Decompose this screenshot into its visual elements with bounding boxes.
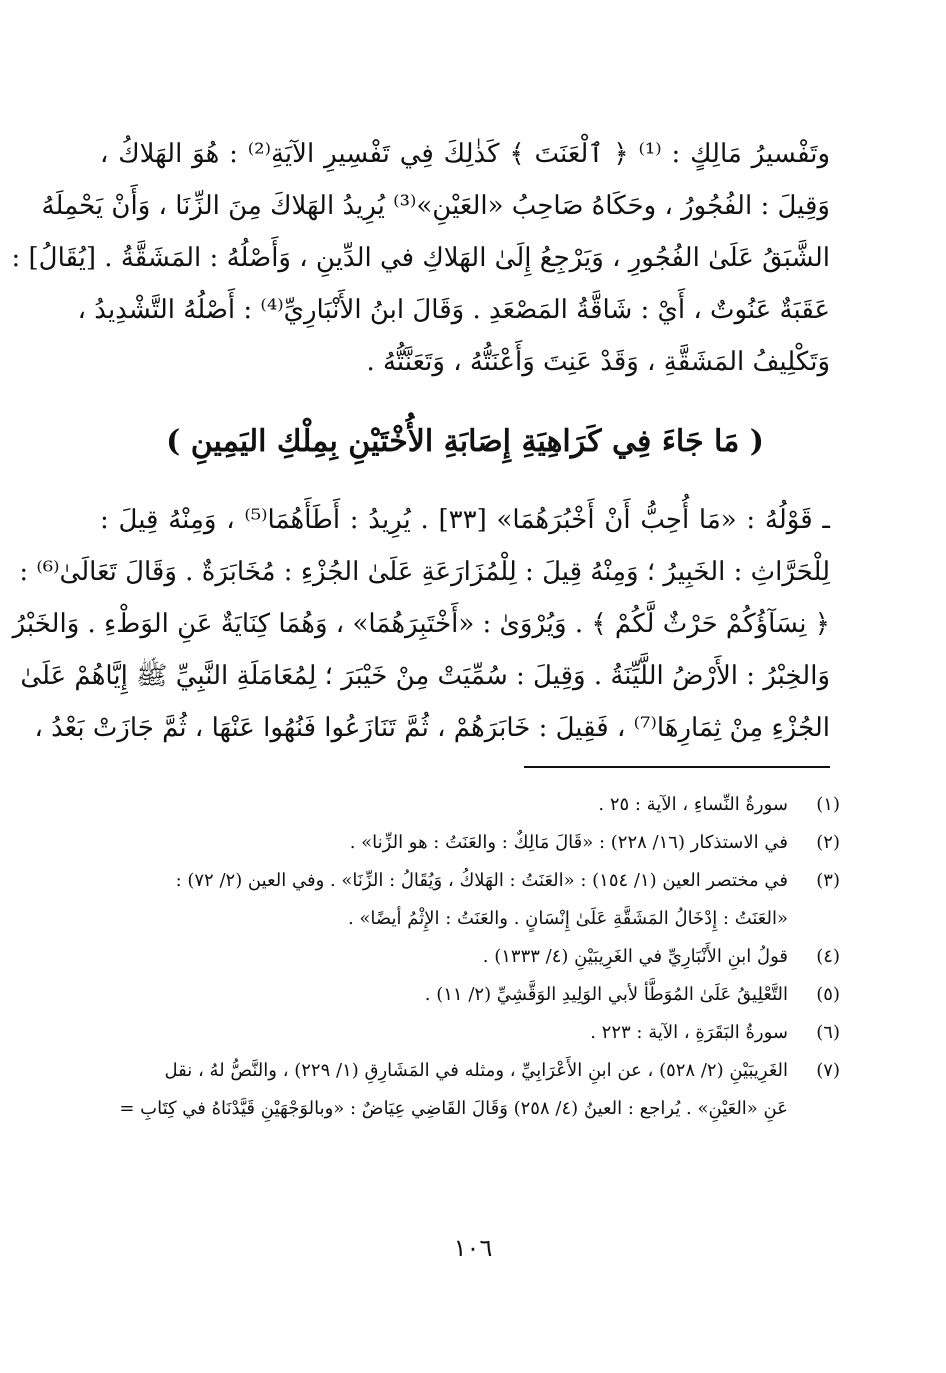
footnote-text: سورةُ النِّساءِ ، الآية : ٢٥ . xyxy=(598,794,788,815)
footnote-text: التَّعْلِيقُ عَلَىٰ المُوَطَّأ لأبي الوَلِيدِ الوَقَّشِيِّ (٢/ ١١) . xyxy=(424,984,788,1005)
footnote-5 xyxy=(100,976,840,1014)
footnote-1 xyxy=(100,786,840,824)
footnote-number: (٦) xyxy=(816,1022,840,1043)
footnote-4 xyxy=(100,938,840,976)
footnote-text: في مختصر العين (١/ ١٥٤) : «العَنَتُ : الهَلاكُ ، وَيُقَالُ : الزِّنَا» . وفي العين (٢/ ٧٢) : xyxy=(175,870,788,891)
text-line: وتَفْسيرُ مَالِكٍ : ⁽¹⁾ ﴿ ٱلْعَنَتَ ﴾ كَذٰلِكَ فِي تَفْسِيرِ الآيَةِ⁽²⁾ : هُوَ الهَلاكُ ، xyxy=(100,139,831,169)
footnote-3 xyxy=(100,862,840,938)
footnote-number: (١) xyxy=(816,794,840,815)
footnote-number: (٣) xyxy=(816,870,840,891)
page-number: ١٠٦ xyxy=(453,1234,493,1262)
text-line: وَالخِبْرُ : الأَرْضُ اللَّيِّنَةُ . وَقِيلَ : سُمِّيَتْ مِنْ خَيْبَرَ ؛ لِمُعَامَلَةِ النَّبِيِّ ﷺ إِيَّاهُمْ عَلَىٰ xyxy=(20,661,830,691)
commentary-paragraph xyxy=(11,128,831,388)
footnote-text: الغَرِيبَيْنِ (٢/ ٥٢٨) ، عن ابنِ الأَعْرَابِيِّ ، ومثله في المَشَارِقِ (١/ ٢٢٩) ، والنَّصُّ لهُ ، نقل xyxy=(164,1060,788,1081)
footnote-2 xyxy=(100,824,840,862)
footnote-text: عَنِ «العَيْنِ» . يُراجع : العينُ (٤/ ٢٥٨) وَقَالَ القَاضِي عِيَاضٌ : «وبالوَجْهَيْنِ قَيَّدْنَاهُ في كِتَابِ = xyxy=(119,1098,788,1119)
footnote-separator xyxy=(524,766,830,768)
footnotes xyxy=(100,786,840,1128)
footnote-7 xyxy=(100,1052,840,1128)
text-line: عَقَبَةٌ عَنُوتٌ ، أَيْ : شَاقَّةُ المَصْعَدِ . وَقَالَ ابنُ الأَنْبَارِيِّ⁽⁴⁾ : أَصْلُهُ التَّشْدِيدُ ، xyxy=(77,295,830,325)
text-line: الجُزْءِ مِنْ ثِمَارِهَا⁽⁷⁾ ، فَقِيلَ : خَابَرَهُمْ ، ثُمَّ تَنَازَعُوا فَنُهُوا عَنْهَا ، ثُمَّ جَازَتْ بَعْدُ ، xyxy=(34,713,830,743)
footnote-text: «العَنَتُ : إِدْخَالُ المَشَقَّةِ عَلَىٰ إِنْسَانٍ . والعَنَتُ : الإِثْمُ أيضًا» . xyxy=(347,908,788,929)
text-line: وَتَكْلِيفُ المَشَقَّةِ ، وَقَدْ عَنِتَ وَأَعْنَتُّهُ ، وَتَعَنَّتُّهُ . xyxy=(366,347,830,377)
footnote-number: (٢) xyxy=(816,832,840,853)
footnote-text: قولُ ابنِ الأَنْبَارِيِّ في الغَرِيبَيْنِ (٤/ ١٣٣٣) . xyxy=(482,946,788,967)
footnote-number: (٤) xyxy=(816,946,840,967)
footnote-text: في الاستذكار (١٦/ ٢٢٨) : «قَالَ مَالِكٌ : والعَنَتُ : هو الزِّنا» . xyxy=(349,832,788,853)
section-heading: ( مَا جَاءَ فِي كَرَاهِيَةِ إِصَابَةِ الأُخْتَيْنِ بِمِلْكِ اليَمِينِ ) xyxy=(166,424,764,459)
text-line: الشَّبَقُ عَلَىٰ الفُجُورِ ، وَيَرْجِعُ إِلَىٰ الهَلاكِ في الدِّينِ ، وَأَصْلُهُ : المَشَقَّةُ . [يُقَالُ] : xyxy=(11,243,830,273)
footnote-number: (٥) xyxy=(816,984,840,1005)
text-line: وَقِيلَ : الفُجُورُ ، وحَكَاهُ صَاحِبُ «العَيْنِ»⁽³⁾ يُرِيدُ الهَلاكَ مِنَ الزِّنَا ، وَأَنْ يَحْمِلَهُ xyxy=(41,191,830,221)
footnote-number: (٧) xyxy=(816,1060,840,1081)
footnote-6 xyxy=(100,1014,840,1052)
text-line: ﴿ نِسَآؤُكُمْ حَرْثٌ لَّكُمْ ﴾ . وَيُرْوَىٰ : «أَخْتَبِرَهُمَا» ، وَهُمَا كِنَايَةٌ عَنِ الوَطْءِ . وَالخَبْرُ xyxy=(12,609,830,639)
text-line: لِلْحَرَّاثِ : الخَبِيرُ ؛ وَمِنْهُ قِيلَ : لِلْمُزَارَعَةِ عَلَىٰ الجُزْءِ : مُخَابَرَةٌ . وَقَالَ تَعَالَىٰ⁽⁶⁾ : xyxy=(19,557,830,587)
footnote-text: سورةُ البَقَرَةِ ، الآية : ٢٢٣ . xyxy=(590,1022,788,1043)
section-paragraph xyxy=(12,494,830,754)
text-line: ـ قَوْلُهُ : «مَا أُحِبُّ أَنْ أَخْبُرَهُمَا» [٣٣] . يُرِيدُ : أَطَأَهُمَا⁽⁵⁾ ، وَمِنْهُ قِيلَ : xyxy=(100,505,830,535)
